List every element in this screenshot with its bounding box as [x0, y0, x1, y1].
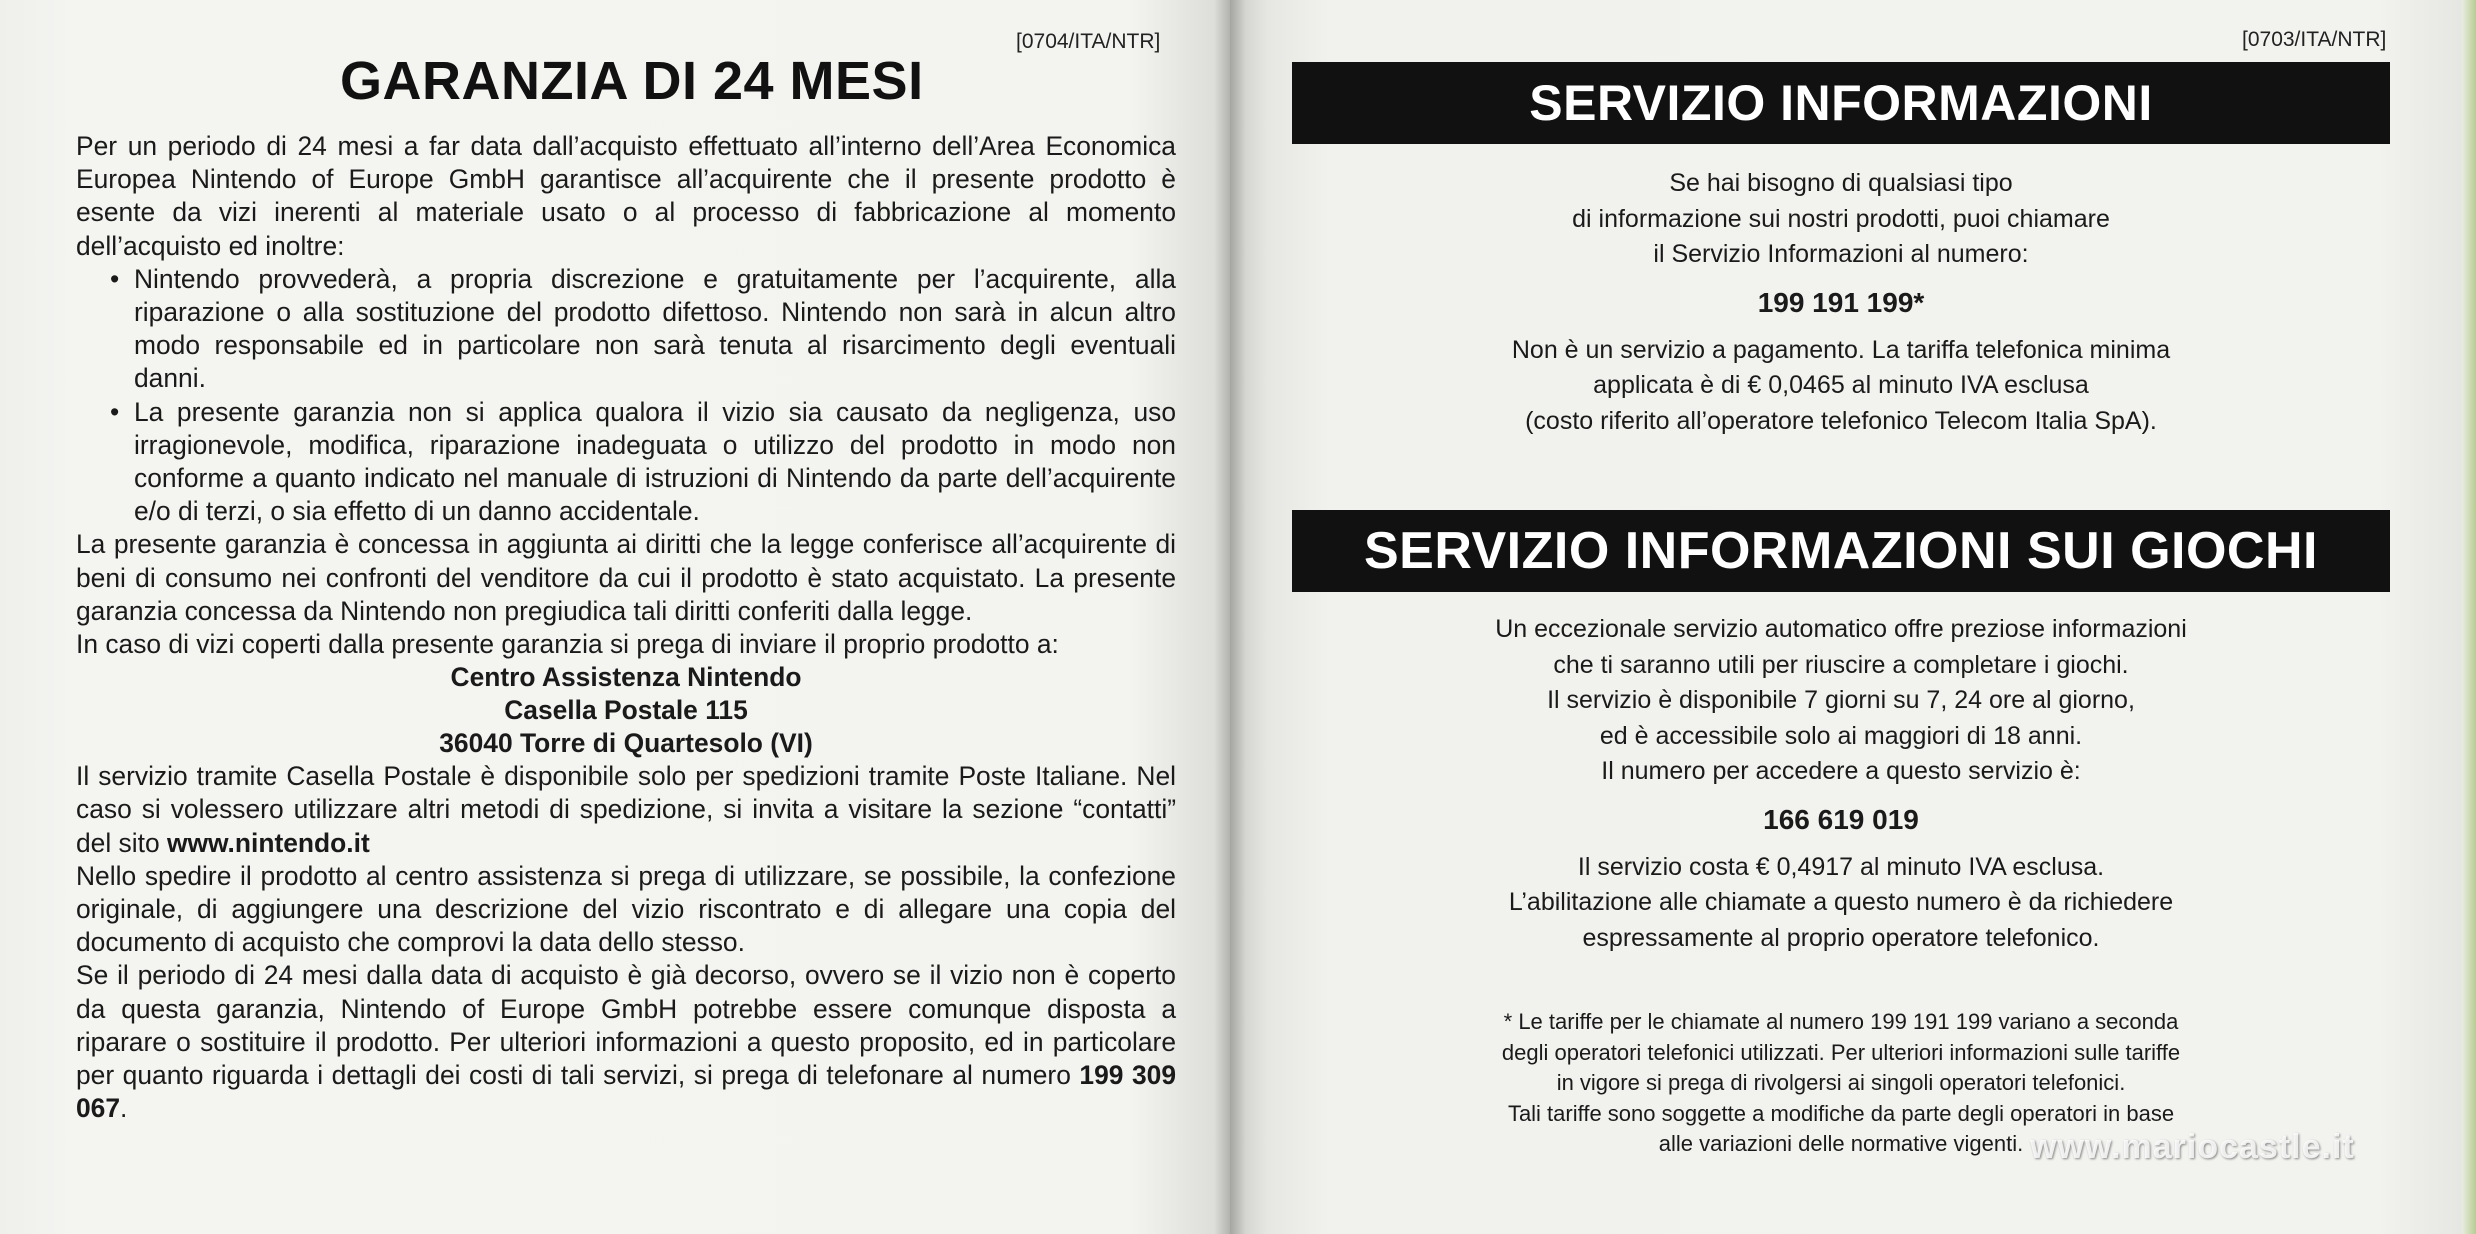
info-line: Se hai bisogno di qualsiasi tipo [1669, 169, 2013, 197]
site-watermark: www.mariocastle.it [2030, 1128, 2355, 1166]
info-line: il Servizio Informazioni al numero: [1653, 240, 2029, 268]
footnote-line: * Le tariffe per le chiamate al numero 199 191 199 variano a seconda [1503, 1009, 2179, 1034]
address-line: 36040 Torre di Quartesolo (VI) [439, 728, 813, 759]
games-phone-number: 166 619 019 [1763, 803, 1919, 835]
intro-paragraph: Per un periodo di 24 mesi a far data dall’acquisto effettuato all’interno dell’Area Economica Europea Nintendo of Europe GmbH garantisce all’acquirente che il presente prodotto è esente da vizi inerenti al materiale usato o al processo di fabbricazione al momento dell’acquisto ed inoltre: [76, 131, 1176, 261]
footnote-line: degli operatori telefonici utilizzati. Per ulteriori informazioni sulle tariffe [1501, 1039, 2181, 1065]
cost-line: (costo riferito all’operatore telefonico Telecom Italia SpA). [1525, 406, 2157, 435]
info-phone-number: 199 191 199* [1757, 286, 1925, 318]
cost-line: Non è un servizio a pagamento. La tariffa telefonica minima [1511, 335, 2171, 364]
phone-number: 199 309 067 [76, 1060, 1176, 1124]
cost-line: espressamente al proprio operatore telefonico. [1582, 923, 2100, 952]
address-line: Casella Postale 115 [504, 695, 748, 726]
bullet-icon: • [110, 396, 120, 427]
page-code: [0704/ITA/NTR] [1016, 30, 1161, 53]
page-title: GARANZIA DI 24 MESI [340, 51, 924, 111]
service-address [76, 661, 1176, 760]
cost-line: Il servizio costa € 0,4917 al minuto IVA esclusa. [1577, 852, 2105, 881]
postal-service-text: Il servizio tramite Casella Postale è disponibile solo per spedizioni tramite Poste Italiane. Nel caso si volessero utilizzare altri metodi di spedizione, si invita a visitare la sezione “contatti” del sito [76, 761, 1176, 858]
footnote-line: Tali tariffe sono soggette a modifiche da parte degli operatori in base [1507, 1100, 2175, 1126]
cost-line: L’abilitazione alle chiamate a questo numero è da richiedere [1508, 888, 2174, 916]
expired-text: Se il periodo di 24 mesi dalla data di acquisto è già decorso, ovvero se il vizio non è coperto da questa garanzia, Nintendo of Europe GmbH potrebbe essere comunque disposta a riparare o sostituire il prodotto. Per ulteriori informazioni a questo proposito, ed in particolare per quanto riguarda i dettagli dei costi di tali servizi, si prega di telefonare al numero [76, 960, 1176, 1091]
info-line: che ti saranno utili per riuscire a completare i giochi. [1553, 650, 2129, 679]
footnote-line: alle variazioni delle normative vigenti. [1658, 1131, 2024, 1156]
section-banner-games: SERVIZIO INFORMAZIONI SUI GIOCHI [1292, 510, 2390, 592]
website-link[interactable]: www.nintendo.it [166, 827, 370, 858]
info-line: Il servizio è disponibile 7 giorni su 7, 24 ore al giorno, [1547, 686, 2135, 714]
address-line: Centro Assistenza Nintendo [450, 662, 802, 693]
warranty-text [76, 130, 1176, 1125]
postal-service-paragraph [76, 760, 1176, 860]
bullet-icon: • [110, 263, 120, 294]
section-banner-info: SERVIZIO INFORMAZIONI [1292, 62, 2390, 144]
left-page [0, 0, 1230, 1234]
page-code: [0703/ITA/NTR] [2242, 28, 2387, 51]
page-edge [2462, 0, 2476, 1234]
bullet-list [76, 263, 1176, 529]
cost-line: applicata è di € 0,0465 al minuto IVA esclusa [1593, 371, 2089, 399]
games-service-block [1292, 612, 2390, 956]
shipping-paragraph: Nello spedire il prodotto al centro assistenza si prega di utilizzare, se possibile, la confezione originale, di aggiungere una descrizione del vizio riscontrato e di allegare una copia del documento di acquisto che comprovi la data dello stesso. [76, 860, 1176, 958]
send-paragraph: In caso di vizi coperti dalla presente garanzia si prega di inviare il proprio prodotto a: [76, 629, 1059, 660]
expired-suffix: . [120, 1093, 128, 1124]
list-item-text: La presente garanzia non si applica qualora il vizio sia causato da negligenza, uso irragionevole, modifica, riparazione inadeguata o utilizzo del prodotto in modo non conforme a quanto indicato nel manuale di istruzioni di Nintendo da parte dell’acquirente e/o di terzi, o sia effetto di un danno accidentale. [134, 396, 1176, 527]
info-line: ed è accessibile solo ai maggiori di 18 anni. [1599, 721, 2083, 750]
list-item [76, 396, 1176, 529]
info-service-block [1292, 166, 2390, 439]
info-line: Un eccezionale servizio automatico offre preziose informazioni [1495, 615, 2187, 643]
info-line: di informazione sui nostri prodotti, puoi chiamare [1572, 204, 2110, 233]
book-gutter [1214, 0, 1246, 1234]
list-item-text: Nintendo provvederà, a propria discrezione e gratuitamente per l’acquirente, alla riparazione o alla sostituzione del prodotto difettoso. Nintendo non sarà in alcun altro modo responsabile ed in particolare non sarà tenuta al risarcimento degli eventuali danni. [134, 263, 1176, 394]
info-line: Il numero per accedere a questo servizio è: [1601, 757, 2081, 785]
expired-paragraph [76, 959, 1176, 1125]
list-item [76, 263, 1176, 396]
rights-paragraph: La presente garanzia è concessa in aggiunta ai diritti che la legge conferisce all’acquirente di beni di consumo nei confronti del venditore da cui il prodotto è stato acquistato. La presente garanzia concessa da Nintendo non pregiudica tali diritti conferiti dalla legge. [76, 529, 1176, 626]
footnote-line: in vigore si prega di rivolgersi ai singoli operatori telefonici. [1556, 1070, 2126, 1095]
